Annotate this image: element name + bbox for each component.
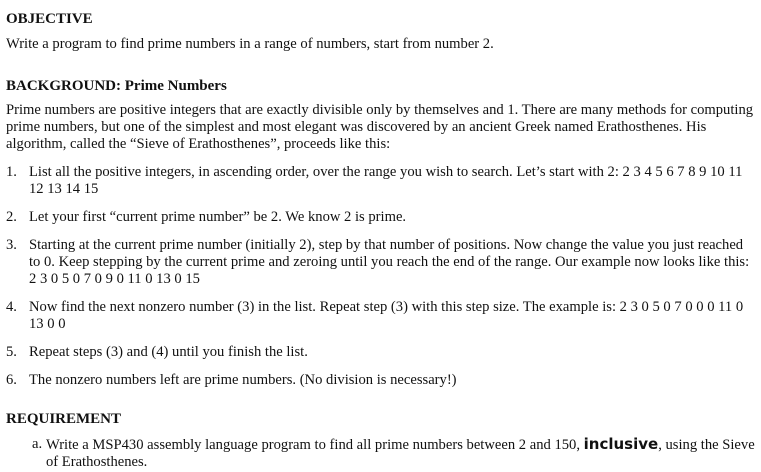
requirement-text-after: , using the Sieve of Erathosthenes. (46, 437, 755, 470)
step-number: 6. (6, 372, 17, 388)
step-text: Repeat steps (3) and (4) until you finish the list. (29, 344, 308, 360)
step-text: The nonzero numbers left are prime numbers. (No division is necessary!) (29, 372, 457, 388)
step-text: Now find the next nonzero number (3) in the list. Repeat step (3) with this step size. The example is: 2 3 0 5 0 7 0 0 0 11 0 13 0 0 (29, 299, 744, 332)
requirement-label: a. (32, 436, 43, 452)
algorithm-steps-list (6, 164, 754, 400)
step-number: 4. (6, 299, 17, 315)
step-number: 1. (6, 164, 17, 180)
step-item-4 (6, 299, 754, 333)
objective-text: Write a program to find prime numbers in a range of numbers, start from number 2. (6, 36, 494, 52)
step-number: 3. (6, 237, 17, 253)
requirement-text-before: Write a MSP430 assembly language program to find all prime numbers between 2 and 150, (46, 437, 584, 453)
step-item-3 (6, 237, 754, 288)
step-item-1 (6, 164, 754, 198)
requirement-bold-word: inclusive (583, 435, 659, 453)
step-number: 5. (6, 344, 17, 360)
step-text: Let your first “current prime number” be 2. We know 2 is prime. (29, 209, 407, 225)
step-item-2 (6, 209, 754, 226)
step-text: List all the positive integers, in ascending order, over the range you wish to search. Let’s start with 2: 2 3 4 5 6 7 8 9 10 11 12 13 14 15 (29, 164, 743, 197)
background-heading: BACKGROUND: Prime Numbers (6, 78, 227, 94)
requirement-heading: REQUIREMENT (6, 411, 122, 427)
step-text: Starting at the current prime number (initially 2), step by that number of positions. Now change the value you just reached to 0. Keep stepping by the current prime and zeroing until you reach the end of the range. Our example now looks like this: 2 3 0 5 0 7 0 9 0 11 0 13 0 15 (29, 237, 750, 287)
step-number: 2. (6, 209, 17, 225)
objective-heading: OBJECTIVE (6, 11, 93, 27)
step-item-5 (6, 344, 754, 361)
step-item-6 (6, 372, 754, 389)
requirement-item-a (32, 436, 761, 471)
background-text: Prime numbers are positive integers that are exactly divisible only by themselves and 1. There are many methods for computing prime numbers, but one of the simplest and most elegant was discovered by an ancient Greek named Erathosthenes. His algorithm, called the “Sieve of Erathosthenes”, proceeds like this: (6, 102, 754, 152)
